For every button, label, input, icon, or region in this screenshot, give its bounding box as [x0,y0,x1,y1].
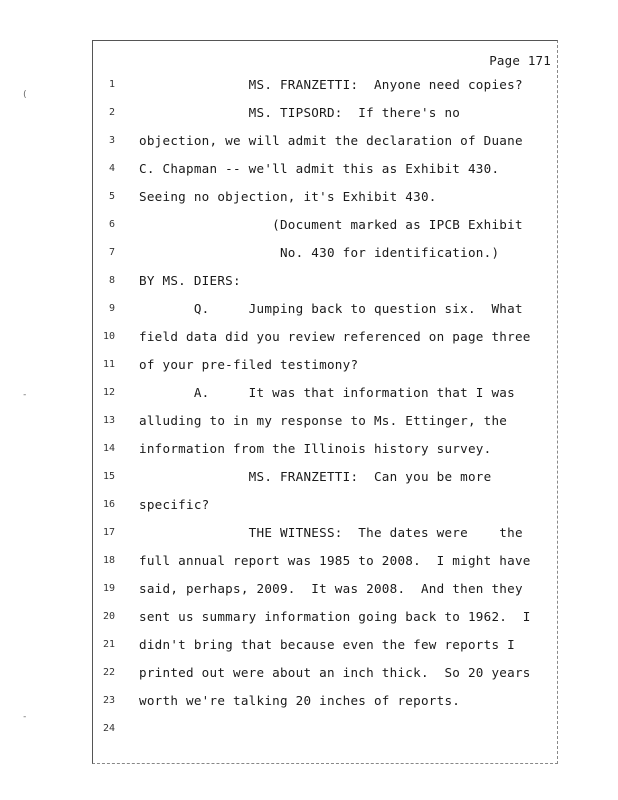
transcript-line [93,609,559,637]
transcript-line [93,77,559,105]
margin-mark: - [22,712,28,722]
line-number: 20 [102,611,115,622]
line-number: 12 [102,387,115,398]
transcript-line [93,553,559,581]
line-text: said, perhaps, 2009. It was 2008. And then they [139,581,523,596]
line-number: 14 [102,443,115,454]
transcript-line [93,469,559,497]
line-text: MS. TIPSORD: If there's no [139,105,461,120]
page-number: Page 171 [489,53,551,68]
transcript-line [93,497,559,525]
transcript-line [93,245,559,273]
line-number: 11 [102,359,115,370]
line-text: MS. FRANZETTI: Can you be more [139,469,492,484]
transcript-line [93,357,559,385]
transcript-line [93,329,559,357]
line-number: 13 [102,415,115,426]
transcript-line [93,721,559,749]
margin-mark: ( [22,90,28,100]
line-number: 18 [102,555,115,566]
line-text: (Document marked as IPCB Exhibit [139,217,523,232]
line-number: 15 [102,471,115,482]
line-text: MS. FRANZETTI: Anyone need copies? [139,77,523,92]
line-number: 9 [108,303,115,314]
transcript-line [93,525,559,553]
line-text: worth we're talking 20 inches of reports. [139,693,461,708]
transcript-line [93,441,559,469]
transcript-line [93,161,559,189]
line-number: 6 [108,219,115,230]
transcript-line [93,105,559,133]
line-number: 23 [102,695,115,706]
line-number: 8 [108,275,115,286]
line-number: 5 [108,191,115,202]
line-number: 22 [102,667,115,678]
line-number: 7 [108,247,115,258]
line-text: printed out were about an inch thick. So 20 years [139,665,531,680]
line-text: full annual report was 1985 to 2008. I might have [139,553,531,568]
line-text: Seeing no objection, it's Exhibit 430. [139,189,437,204]
line-text: C. Chapman -- we'll admit this as Exhibit 430. [139,161,500,176]
line-text: of your pre-filed testimony? [139,357,359,372]
line-number: 19 [102,583,115,594]
line-text: objection, we will admit the declaration of Duane [139,133,523,148]
transcript-line [93,385,559,413]
transcript-line [93,693,559,721]
line-text: Q. Jumping back to question six. What [139,301,523,316]
line-text: didn't bring that because even the few reports I [139,637,515,652]
transcript-line [93,581,559,609]
line-text: information from the Illinois history survey. [139,441,492,456]
line-number: 24 [102,723,115,734]
transcript-line [93,413,559,441]
line-number: 1 [108,79,115,90]
transcript-line [93,217,559,245]
line-number: 21 [102,639,115,650]
line-number: 2 [108,107,115,118]
line-number: 4 [108,163,115,174]
transcript-line [93,637,559,665]
line-text: alluding to in my response to Ms. Ettinger, the [139,413,508,428]
line-text: THE WITNESS: The dates were the [139,525,523,540]
line-text: BY MS. DIERS: [139,273,241,288]
line-text: field data did you review referenced on page three [139,329,531,344]
transcript-line [93,133,559,161]
transcript-line [93,301,559,329]
transcript-line [93,665,559,693]
line-text: sent us summary information going back to 1962. I [139,609,531,624]
line-number: 3 [108,135,115,146]
line-number: 16 [102,499,115,510]
line-number: 17 [102,527,115,538]
transcript-line [93,189,559,217]
margin-mark: - [22,390,28,400]
line-text: specific? [139,497,210,512]
transcript-page [92,40,558,764]
line-text: A. It was that information that I was [139,385,515,400]
line-number: 10 [102,331,115,342]
line-text: No. 430 for identification.) [139,245,500,260]
transcript-line [93,273,559,301]
